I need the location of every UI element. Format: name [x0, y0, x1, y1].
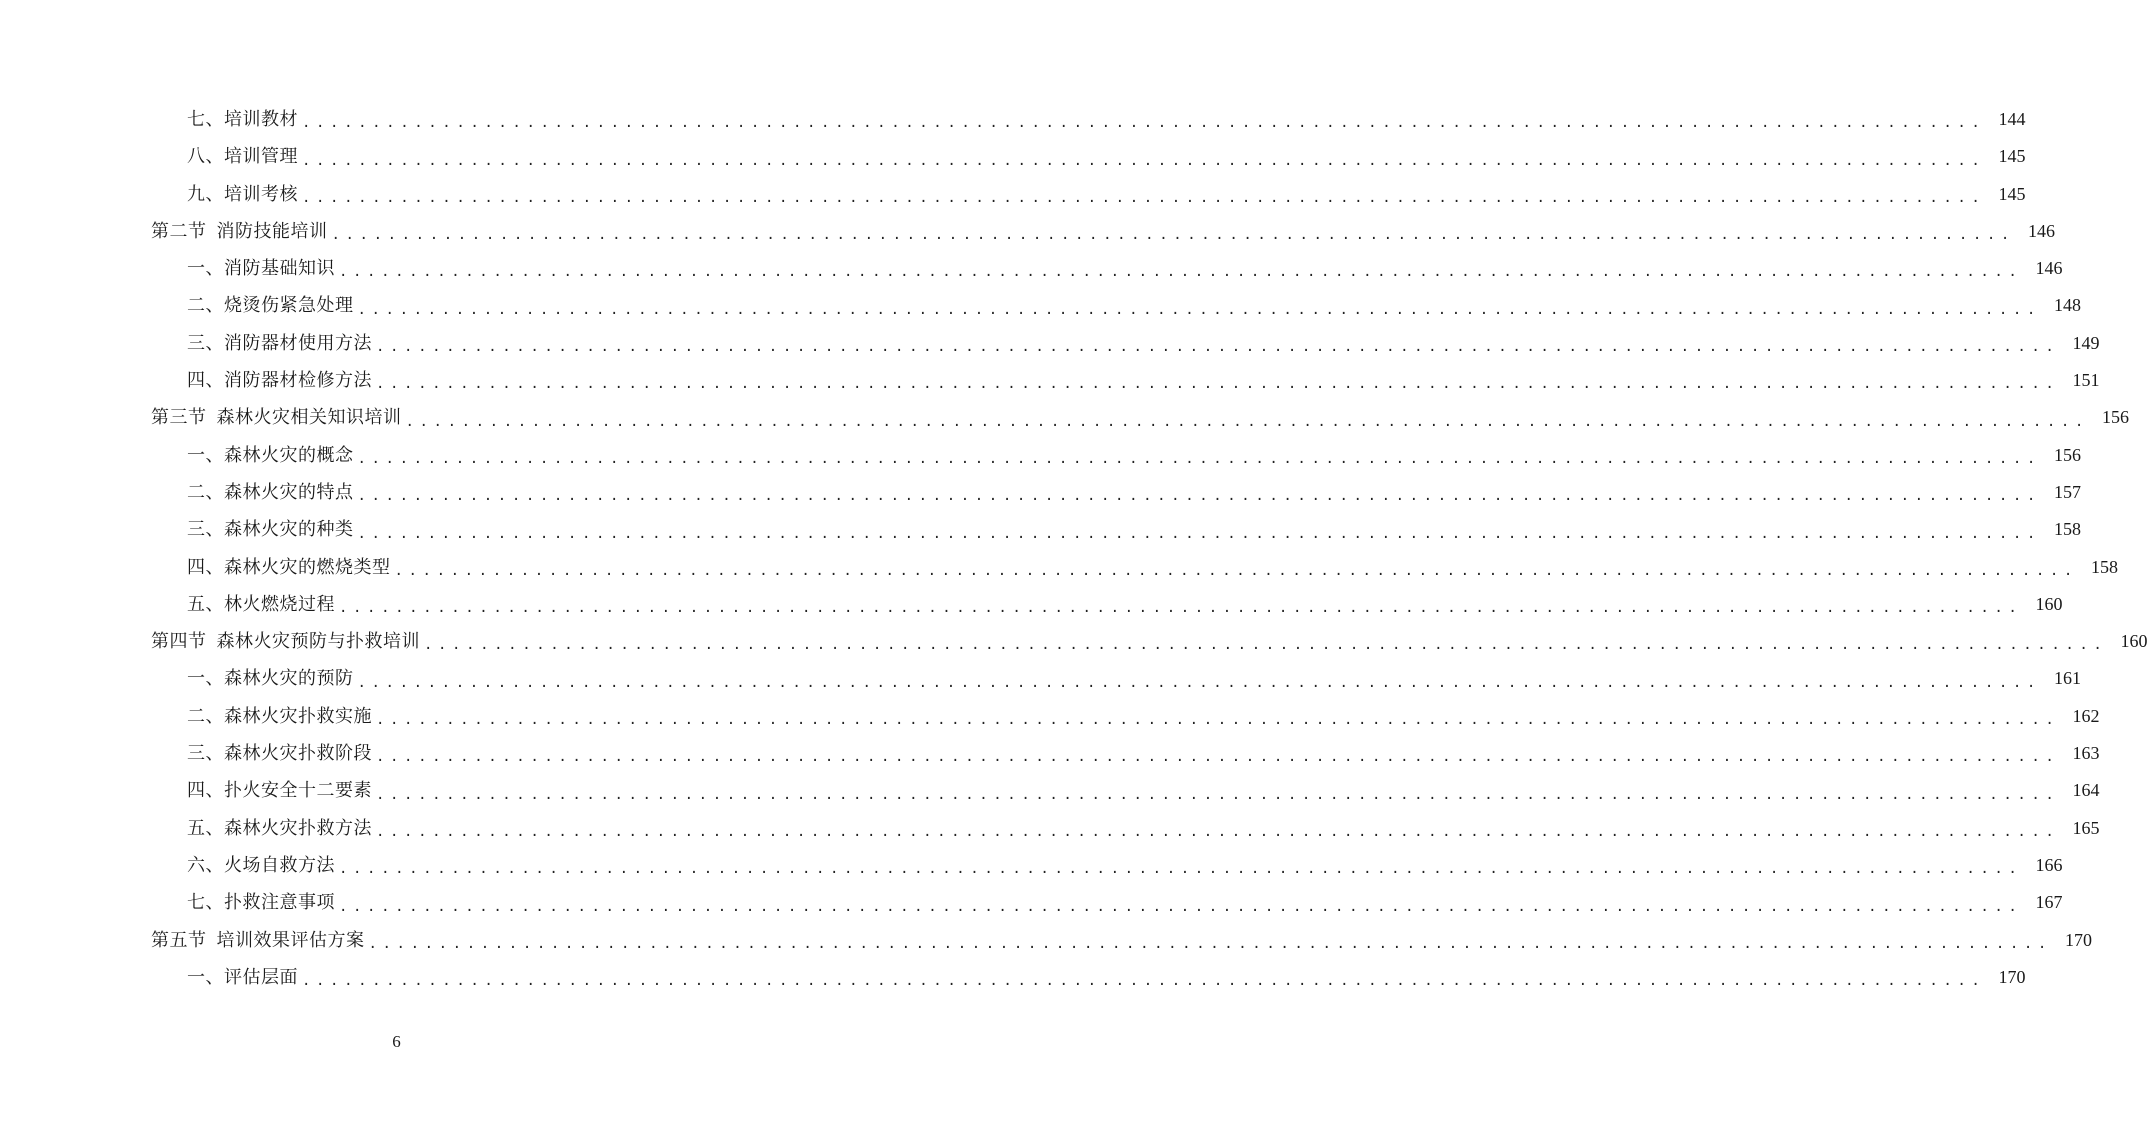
toc-entry-text: 林火燃烧过程 [224, 593, 335, 615]
toc-entry-text: 消防器材使用方法 [224, 332, 372, 354]
toc-entry-prefix: 第五节 [151, 929, 207, 951]
toc-entry-text: 培训教材 [224, 109, 298, 130]
toc-entry-text: 扑救注意事项 [224, 892, 335, 914]
toc-entry-page: 167 [2035, 892, 2063, 913]
toc-entry-title [187, 660, 354, 697]
toc-entry-text: 森林火灾预防与扑救培训 [216, 631, 420, 653]
toc-dot-leader: ........................................................................................................................ [339, 898, 2023, 915]
toc-entry-text: 评估层面 [224, 966, 298, 988]
toc-subsection-entry[interactable] [0, 698, 2100, 735]
toc-entry-title [187, 772, 372, 809]
toc-entry-prefix: 三、 [187, 332, 224, 354]
toc-subsection-entry[interactable] [0, 250, 2063, 287]
toc-subsection-entry[interactable] [0, 549, 2118, 586]
toc-dot-leader: ........................................................................................................................ [339, 264, 2023, 281]
toc-entry-text: 森林火灾的预防 [224, 668, 354, 690]
toc-entry-prefix: 二、 [187, 481, 224, 503]
toc-entry-prefix: 一、 [187, 668, 224, 690]
toc-entry-title [187, 325, 372, 362]
toc-entry-text: 消防器材检修方法 [224, 370, 372, 392]
toc-entry-text: 森林火灾的种类 [224, 519, 354, 541]
toc-entry-prefix: 四、 [187, 556, 224, 578]
toc-section-entry[interactable] [0, 213, 2055, 250]
toc-entry-page: 165 [2072, 817, 2100, 838]
toc-dot-leader: ........................................................................................................................ [302, 973, 1986, 990]
page-number: 6 [392, 1032, 401, 1051]
toc-entry-page: 146 [2035, 258, 2063, 279]
toc-entry-prefix: 三、 [187, 519, 224, 541]
toc-entry-title [187, 586, 335, 623]
toc-dot-leader: ........................................................................................................................ [357, 301, 2041, 318]
toc-entry-title [151, 922, 365, 959]
toc-entry-page: 146 [2027, 220, 2055, 241]
toc-dot-leader: ........................................................................................................................ [357, 674, 2041, 691]
toc-dot-leader: ........................................................................................................................ [302, 189, 1986, 206]
toc-entry-prefix: 一、 [187, 966, 224, 988]
toc-subsection-entry[interactable] [0, 362, 2100, 399]
toc-subsection-entry[interactable] [0, 735, 2100, 772]
toc-section-entry[interactable] [0, 399, 2129, 436]
toc-entry-text: 森林火灾的燃烧类型 [224, 556, 391, 578]
toc-subsection-entry[interactable] [0, 138, 2026, 175]
toc-entry-title [187, 698, 372, 735]
toc-entry-prefix: 一、 [187, 444, 224, 466]
toc-entry-page: 160 [2035, 593, 2063, 614]
toc-entry-title [187, 250, 335, 287]
toc-subsection-entry[interactable] [0, 660, 2081, 697]
toc-entry-text: 森林火灾的概念 [224, 444, 354, 466]
toc-entry-page: 170 [2064, 929, 2092, 950]
toc-entry-title [187, 474, 354, 511]
toc-entry-text: 森林火灾的特点 [224, 481, 354, 503]
toc-entry-page: 166 [2035, 854, 2063, 875]
toc-entry-page: 145 [1998, 146, 2026, 167]
toc-entry-prefix: 七、 [187, 892, 224, 914]
toc-dot-leader: ........................................................................................................................ [331, 227, 2015, 244]
toc-entry-text: 扑火安全十二要素 [224, 780, 372, 802]
toc-entry-text: 消防基础知识 [224, 258, 335, 280]
toc-entry-page: 149 [2072, 332, 2100, 353]
toc-entry-title [187, 810, 372, 847]
toc-entry-text: 消防技能培训 [216, 220, 328, 242]
toc-entry-page: 151 [2072, 370, 2100, 391]
toc-dot-leader: ........................................................................................................................ [357, 488, 2041, 505]
toc-subsection-entry[interactable] [0, 176, 2026, 213]
toc-entry-title [187, 138, 298, 175]
toc-subsection-entry[interactable] [0, 437, 2081, 474]
toc-entry-page: 163 [2072, 743, 2100, 764]
toc-dot-leader: ........................................................................................................................ [368, 935, 2052, 952]
toc-entry-text: 培训管理 [224, 146, 298, 168]
toc-dot-leader: ........................................................................................................................ [302, 115, 1986, 132]
toc-subsection-entry[interactable] [0, 959, 2026, 996]
toc-entry-text: 培训效果评估方案 [216, 929, 365, 951]
toc-entry-page: 148 [2053, 295, 2081, 316]
toc-subsection-entry[interactable] [0, 772, 2100, 809]
toc-entry-prefix: 五、 [187, 817, 224, 839]
toc-entry-prefix: 六、 [187, 854, 224, 876]
toc-entry-title [187, 959, 298, 996]
table-of-contents [0, 101, 2147, 996]
toc-dot-leader: ........................................................................................................................ [376, 339, 2060, 356]
toc-entry-prefix: 九、 [187, 183, 224, 205]
toc-subsection-entry[interactable] [0, 325, 2100, 362]
toc-entry-title [187, 847, 335, 884]
toc-entry-text: 森林火灾扑救方法 [224, 817, 372, 839]
toc-dot-leader: ........................................................................................................................ [376, 749, 2060, 766]
toc-entry-page: 145 [1998, 183, 2026, 204]
toc-entry-title [151, 213, 328, 250]
toc-entry-title [187, 101, 298, 138]
toc-subsection-entry[interactable] [0, 474, 2081, 511]
toc-entry-page: 161 [2053, 668, 2081, 689]
toc-dot-leader: ........................................................................................................................ [376, 376, 2060, 393]
toc-entry-title [187, 437, 354, 474]
toc-entry-prefix: 四、 [187, 370, 224, 392]
toc-entry-prefix: 七、 [187, 109, 224, 130]
toc-subsection-entry[interactable] [0, 101, 2026, 138]
toc-subsection-entry[interactable] [0, 287, 2081, 324]
toc-dot-leader: ........................................................................................................................ [357, 450, 2041, 467]
toc-entry-page: 158 [2090, 556, 2118, 577]
toc-dot-leader: ........................................................................................................................ [394, 562, 2078, 579]
toc-entry-prefix: 一、 [187, 258, 224, 280]
toc-dot-leader: ........................................................................................................................ [302, 152, 1986, 169]
toc-entry-page: 160 [2120, 631, 2147, 652]
toc-dot-leader: ........................................................................................................................ [405, 413, 2089, 430]
toc-dot-leader: ........................................................................................................................ [357, 525, 2041, 542]
toc-subsection-entry[interactable] [0, 511, 2081, 548]
toc-dot-leader: ........................................................................................................................ [376, 712, 2060, 729]
toc-entry-page: 162 [2072, 705, 2100, 726]
toc-subsection-entry[interactable] [0, 884, 2063, 921]
toc-entry-prefix: 二、 [187, 705, 224, 727]
toc-entry-title [187, 176, 298, 213]
toc-dot-leader: ........................................................................................................................ [376, 823, 2060, 840]
toc-entry-title [187, 735, 372, 772]
toc-entry-title [187, 511, 354, 548]
toc-entry-page: 158 [2053, 519, 2081, 540]
toc-entry-page: 170 [1998, 966, 2026, 987]
toc-entry-prefix: 三、 [187, 743, 224, 765]
toc-entry-title [187, 287, 354, 324]
toc-entry-page: 156 [2053, 444, 2081, 465]
toc-entry-title [187, 884, 335, 921]
toc-entry-prefix: 八、 [187, 146, 224, 168]
toc-dot-leader: ........................................................................................................................ [339, 600, 2023, 617]
toc-entry-text: 森林火灾扑救阶段 [224, 743, 372, 765]
toc-entry-title [151, 623, 420, 660]
toc-entry-page: 157 [2053, 481, 2081, 502]
toc-section-entry[interactable] [0, 623, 2147, 660]
toc-entry-text: 培训考核 [224, 183, 298, 205]
toc-entry-text: 森林火灾相关知识培训 [216, 407, 402, 429]
toc-subsection-entry[interactable] [0, 847, 2063, 884]
toc-entry-text: 烧烫伤紧急处理 [224, 295, 354, 317]
toc-section-entry[interactable] [0, 922, 2092, 959]
toc-subsection-entry[interactable] [0, 810, 2100, 847]
toc-entry-prefix: 第三节 [151, 407, 207, 429]
toc-dot-leader: ........................................................................................................................ [339, 861, 2023, 878]
toc-entry-page: 156 [2101, 407, 2129, 428]
toc-dot-leader: ........................................................................................................................ [376, 786, 2060, 803]
toc-subsection-entry[interactable] [0, 586, 2063, 623]
toc-entry-prefix: 五、 [187, 593, 224, 615]
toc-entry-title [187, 549, 391, 586]
toc-entry-title [151, 399, 402, 436]
toc-entry-prefix: 四、 [187, 780, 224, 802]
toc-entry-page: 164 [2072, 780, 2100, 801]
toc-dot-leader: ........................................................................................................................ [424, 637, 2108, 654]
toc-entry-page: 144 [1998, 109, 2026, 129]
toc-entry-text: 火场自救方法 [224, 854, 335, 876]
toc-entry-prefix: 第四节 [151, 631, 207, 653]
toc-entry-prefix: 二、 [187, 295, 224, 317]
toc-entry-text: 森林火灾扑救实施 [224, 705, 372, 727]
toc-entry-prefix: 第二节 [151, 220, 207, 242]
toc-entry-title [187, 362, 372, 399]
